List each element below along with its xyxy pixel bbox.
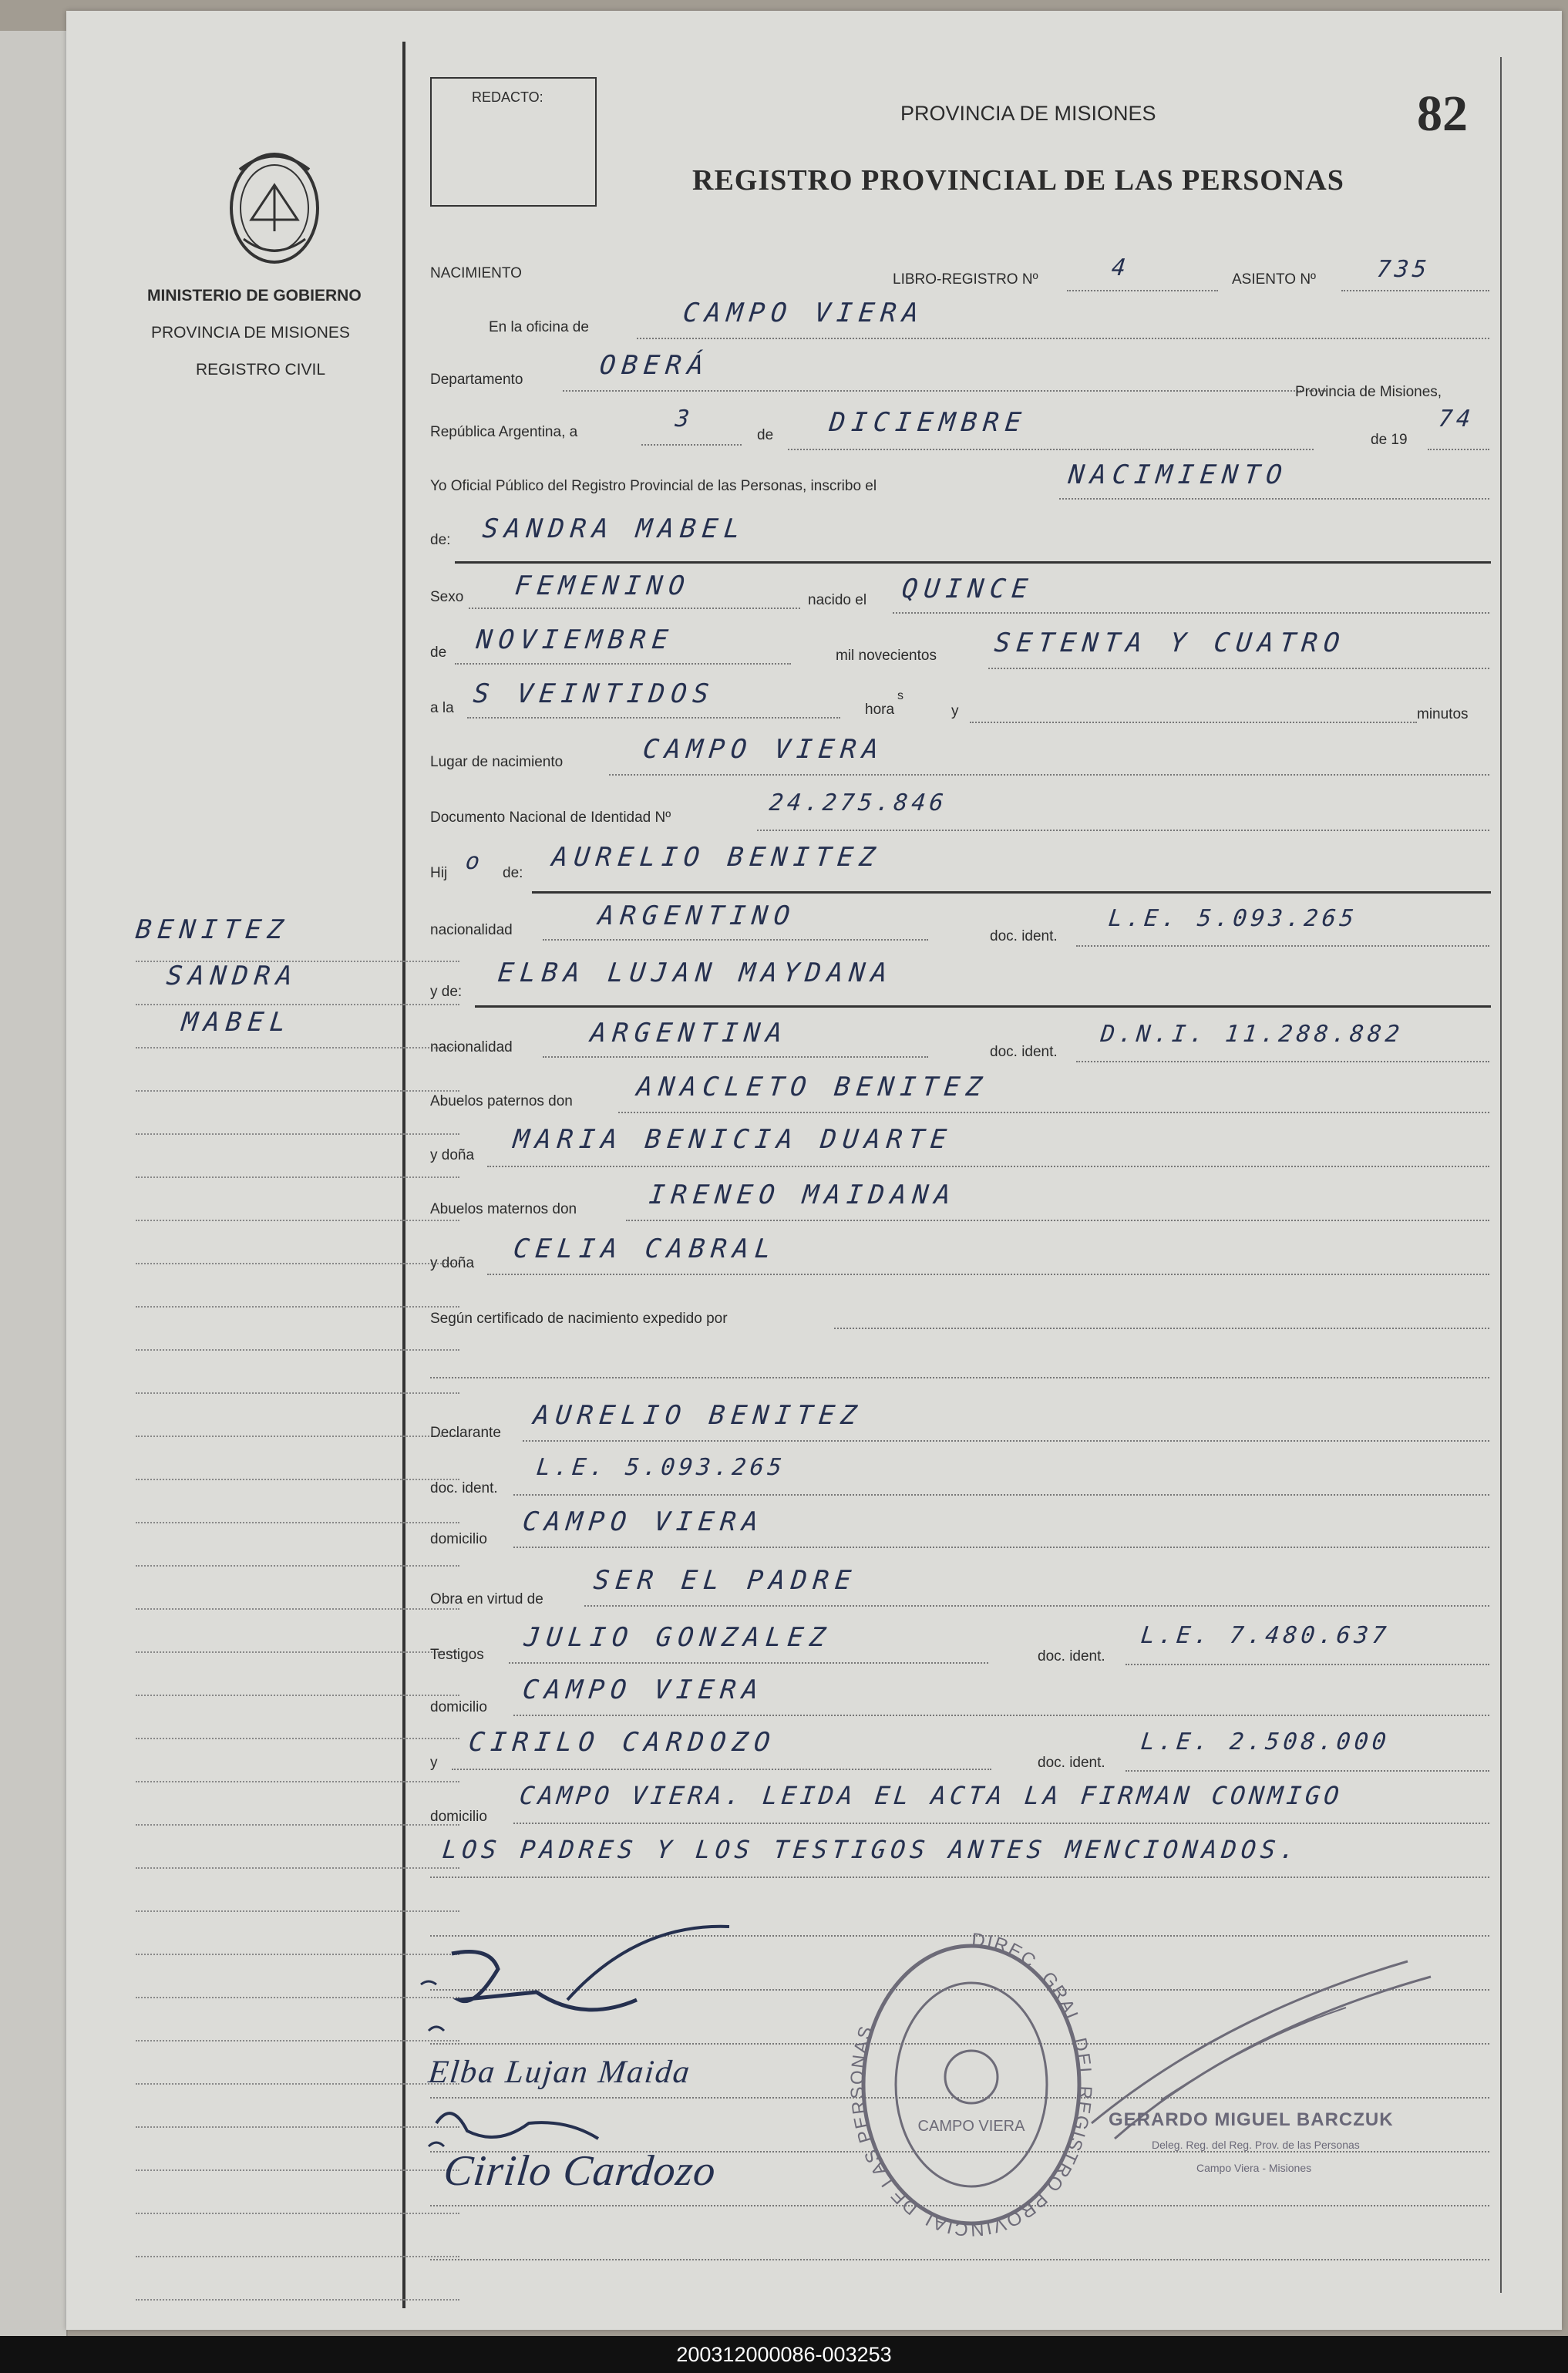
minutos-label: minutos — [1417, 706, 1469, 722]
closing-text: LOS PADRES Y LOS TESTIGOS ANTES MENCIONADOS. — [441, 1835, 1301, 1864]
sidebar-ruled-line — [136, 1047, 459, 1048]
padre-doc-value: L.E. 5.093.265 — [1107, 905, 1359, 932]
signature-mother: Elba Lujan Maida — [426, 2055, 693, 2090]
page-title: REGISTRO PROVINCIAL DE LAS PERSONAS — [692, 164, 1344, 197]
mes-value: DICIEMBRE — [827, 407, 1029, 438]
asiento-label: ASIENTO Nº — [1232, 271, 1316, 288]
segun-label: Según certificado de nacimiento expedido por — [430, 1311, 728, 1327]
madre-value: ELBA LUJAN MAYDANA — [496, 958, 895, 988]
sidebar-ruled-line — [136, 2256, 459, 2257]
departamento-label: Departamento — [430, 372, 523, 388]
officer-place: Campo Viera - Misiones — [1196, 2162, 1312, 2174]
sidebar-ruled-line — [136, 2126, 459, 2128]
right-margin-line — [1500, 57, 1502, 2293]
previous-page-edge — [0, 31, 68, 2336]
signature-father — [405, 1907, 760, 2046]
obra-label: Obra en virtud de — [430, 1591, 543, 1607]
oficina-value: CAMPO VIERA — [681, 298, 927, 328]
sidebar-ruled-line — [136, 1867, 459, 1869]
page-number: 82 — [1417, 86, 1468, 142]
sidebar-ruled-line — [136, 2169, 459, 2171]
officer-title: Deleg. Reg. del Reg. Prov. de las Personas — [1152, 2139, 1360, 2151]
de-nombre-label: de: — [430, 532, 451, 548]
declarante-doc-value: L.E. 5.093.265 — [535, 1454, 787, 1481]
sidebar-ruled-line — [136, 1306, 459, 1308]
nombre-value: SANDRA MABEL — [480, 513, 748, 544]
abuela-paterna-label: y doña — [430, 1147, 475, 1163]
sidebar-ruled-line — [136, 1479, 459, 1480]
testigos-label: Testigos — [430, 1647, 484, 1663]
header-province: PROVINCIA DE MISIONES — [900, 102, 1156, 125]
hij-de-label: de: — [503, 865, 523, 881]
register-page — [66, 11, 1562, 2330]
archive-id-bar: 200312000086-003253 — [0, 2336, 1568, 2373]
declarante-doc-label: doc. ident. — [430, 1480, 498, 1496]
sexo-label: Sexo — [430, 589, 464, 605]
de-label: de — [757, 427, 774, 443]
ministry-label: MINISTERIO DE GOBIERNO — [147, 287, 362, 305]
testigo1-domicilio-label: domicilio — [430, 1699, 487, 1715]
anio-value: 74 — [1437, 406, 1475, 433]
testigo2-doc-value: L.E. 2.508.000 — [1139, 1728, 1391, 1755]
sidebar-ruled-line — [136, 1090, 459, 1092]
sidebar-ruled-line — [136, 1738, 459, 1739]
testigo2-domicilio-value: CAMPO VIERA. LEIDA EL ACTA LA FIRMAN CONMIGO — [518, 1781, 1344, 1810]
abuela-paterna-value: MARIA BENICIA DUARTE — [511, 1124, 954, 1155]
padre-doc-label: doc. ident. — [990, 928, 1058, 944]
declarante-label: Declarante — [430, 1425, 501, 1441]
sidebar-ruled-line — [136, 2213, 459, 2214]
madre-doc-value: D.N.I. 11.288.882 — [1099, 1021, 1405, 1048]
stamp-round-text: DIREC. GRAL. DEL REGISTRO PROVINCIAL DE LAS PERSONAS — [846, 1929, 1096, 2240]
dia-value: 3 — [674, 406, 695, 433]
sidebar-ruled-line — [136, 1695, 459, 1696]
margin-note-surname: BENITEZ — [133, 914, 291, 945]
sidebar-ruled-line — [136, 1522, 459, 1523]
nacido-label: nacido el — [808, 592, 867, 608]
signature-witness2: Cirilo Cardozo — [441, 2147, 718, 2195]
sidebar-province-label: PROVINCIA DE MISIONES — [151, 324, 350, 342]
testigo2-doc-label: doc. ident. — [1038, 1755, 1105, 1771]
nacimiento-label: NACIMIENTO — [430, 265, 522, 281]
sidebar-ruled-line — [136, 1176, 459, 1178]
margin-note-name1: SANDRA — [164, 961, 300, 991]
nacido-mes-value: NOVIEMBRE — [474, 624, 676, 655]
testigo1-domicilio-value: CAMPO VIERA — [520, 1675, 766, 1705]
sidebar-ruled-line — [136, 1263, 459, 1264]
sidebar-ruled-line — [136, 2299, 459, 2301]
hora-label: hora — [865, 702, 895, 718]
testigo2-y-label: y — [430, 1755, 438, 1771]
madre-nacionalidad-label: nacionalidad — [430, 1039, 513, 1055]
registry-label: REGISTRO CIVIL — [196, 361, 326, 379]
abuelo-materno-value: IRENEO MAIDANA — [647, 1180, 958, 1210]
svg-text:DIREC. GRAL. DEL REGISTRO PROV — [847, 1930, 1095, 2240]
padre-nacionalidad-value: ARGENTINO — [596, 900, 798, 931]
abuelos-paternos-label: Abuelos paternos don — [430, 1093, 573, 1109]
sidebar-ruled-line — [136, 1220, 459, 1221]
hora-value: S VEINTIDOS — [471, 678, 717, 709]
nacido-anio-value: SETENTA Y CUATRO — [992, 628, 1348, 658]
testigo2-domicilio-label: domicilio — [430, 1809, 487, 1825]
documento-label: Documento Nacional de Identidad Nº — [430, 810, 671, 826]
sidebar-ruled-line — [136, 1349, 459, 1351]
sidebar-ruled-line — [136, 1004, 459, 1005]
lugar-label: Lugar de nacimiento — [430, 754, 564, 770]
sidebar-ruled-line — [136, 2083, 459, 2085]
sidebar-ruled-line — [136, 1392, 459, 1394]
sidebar-ruled-line — [136, 1133, 459, 1135]
acto-value: NACIMIENTO — [1066, 459, 1290, 490]
padre-nacionalidad-label: nacionalidad — [430, 922, 513, 938]
abuelo-paterno-value: ANACLETO BENITEZ — [634, 1072, 990, 1102]
declarante-domicilio-value: CAMPO VIERA — [520, 1506, 766, 1537]
testigo1-doc-value: L.E. 7.480.637 — [1139, 1622, 1391, 1649]
abuela-materna-value: CELIA CABRAL — [511, 1234, 779, 1264]
padre-value: AURELIO BENITEZ — [550, 842, 883, 873]
departamento-value: OBERÁ — [597, 350, 712, 381]
margin-note-name2: MABEL — [180, 1007, 294, 1038]
madre-doc-label: doc. ident. — [990, 1044, 1058, 1060]
madre-nacionalidad-value: ARGENTINA — [588, 1018, 790, 1048]
de-mes-label: de — [430, 645, 447, 661]
a-la-label: a la — [430, 700, 454, 716]
sidebar-ruled-line — [136, 961, 459, 962]
testigo1-value: JULIO GONZALEZ — [522, 1622, 833, 1653]
obra-value: SER EL PADRE — [591, 1565, 859, 1596]
de-19-label: de 19 — [1371, 432, 1408, 448]
officer-name: GERARDO MIGUEL BARCZUK — [1109, 2109, 1394, 2130]
libro-value: 4 — [1110, 254, 1131, 281]
redacto-label: REDACTO: — [472, 89, 543, 105]
y-de-label: y de: — [430, 984, 463, 1000]
redacto-box — [430, 77, 597, 207]
abuelos-maternos-label: Abuelos maternos don — [430, 1201, 577, 1217]
nacido-dia-value: QUINCE — [900, 574, 1035, 604]
sidebar-ruled-line — [136, 1651, 459, 1653]
mil-label: mil novecientos — [836, 648, 937, 664]
sidebar-ruled-line — [136, 1781, 459, 1782]
provincial-seal-icon — [220, 146, 328, 278]
libro-label: LIBRO-REGISTRO Nº — [893, 271, 1038, 288]
provincia-misiones-label: Provincia de Misiones, — [1295, 384, 1442, 400]
abuela-materna-label: y doña — [430, 1255, 475, 1271]
asiento-value: 735 — [1375, 256, 1432, 283]
sidebar-ruled-line — [136, 1608, 459, 1610]
republica-label: República Argentina, a — [430, 424, 578, 440]
sexo-value: FEMENINO — [513, 571, 692, 601]
dni-value: 24.275.846 — [768, 789, 949, 816]
hora-suffix: s — [897, 689, 903, 702]
declarante-value: AURELIO BENITEZ — [531, 1400, 865, 1431]
lugar-value: CAMPO VIERA — [641, 734, 887, 765]
sidebar-ruled-line — [136, 1565, 459, 1567]
stamp-inner-text: CAMPO VIERA — [917, 2118, 1025, 2135]
registry-round-stamp-icon — [840, 1923, 1102, 2262]
hij-label: Hij — [430, 865, 448, 881]
declarante-domicilio-label: domicilio — [430, 1531, 487, 1547]
sidebar-ruled-line — [136, 1824, 459, 1826]
testigo1-doc-label: doc. ident. — [1038, 1648, 1105, 1664]
sidebar-ruled-line — [136, 1436, 459, 1437]
testigo2-value: CIRILO CARDOZO — [466, 1727, 778, 1758]
yo-oficial-label: Yo Oficial Público del Registro Provincial de las Personas, inscribo el — [430, 478, 877, 494]
hij-letter: o — [464, 848, 485, 875]
y-label: y — [951, 703, 959, 719]
oficina-label: En la oficina de — [489, 319, 589, 335]
